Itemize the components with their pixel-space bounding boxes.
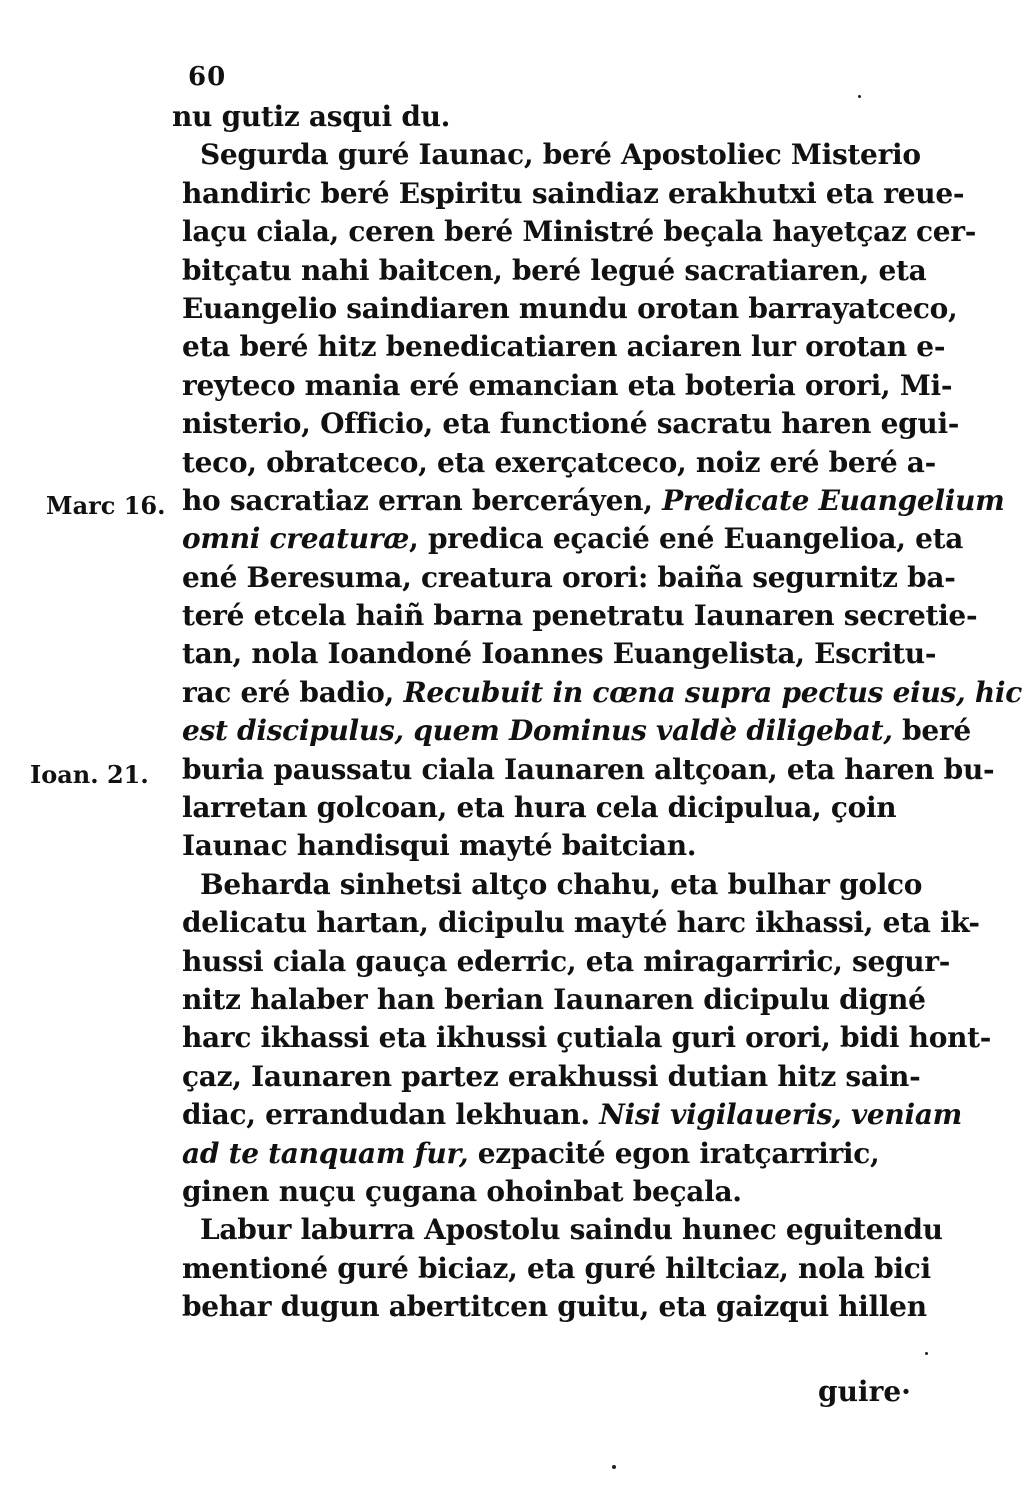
text-line: teré etcela haiñ barna penetratu Iaunaren secretie- <box>182 599 978 633</box>
latin-quote: Predicate Euangelium <box>662 483 1005 517</box>
latin-quote: Nisi vigilaueris, veniam <box>599 1098 962 1132</box>
text-line: hussi ciala gauça ederric, eta miragarriric, segur- <box>182 944 951 978</box>
text-line: omni creaturæ, predica eçacié ené Euangelioa, eta <box>182 522 964 556</box>
margin-note-ioan: Ioan. 21. <box>30 760 149 789</box>
text-line: laçu ciala, ceren beré Ministré beçala hayetçaz cer- <box>182 215 977 249</box>
text-line: delicatu hartan, dicipulu mayté harc ikhassi, eta ik- <box>182 906 980 940</box>
text-line: nitz halaber han berian Iaunaren dicipulu digné <box>182 982 926 1016</box>
text-line: çaz, Iaunaren partez erakhussi dutian hitz sain- <box>182 1059 921 1093</box>
page-number: 60 <box>188 62 227 92</box>
text-line: Segurda guré Iaunac, beré Apostoliec Misterio <box>200 138 921 172</box>
text-line: Iaunac handisqui mayté baitcian. <box>182 829 697 863</box>
text-line: Euangelio saindiaren mundu orotan barrayatceco, <box>182 291 958 325</box>
ink-speckle <box>612 1465 616 1469</box>
margin-note-marc: Marc 16. <box>46 491 166 520</box>
text-line: harc ikhassi eta ikhussi çutiala guri orori, bidi hont- <box>182 1021 992 1055</box>
text-line: mentioné guré biciaz, eta guré hiltciaz, nola bici <box>182 1251 931 1285</box>
ink-speckle <box>925 1352 928 1355</box>
text-line: ené Beresuma, creatura orori: baiña segurnitz ba- <box>182 560 956 594</box>
text-line: Labur laburra Apostolu saindu hunec eguitendu <box>200 1213 943 1247</box>
text-line: ginen nuçu çugana ohoinbat beçala. <box>182 1174 742 1208</box>
text-line: buria paussatu ciala Iaunaren altçoan, eta haren bu- <box>182 752 995 786</box>
latin-quote: est discipulus, quem Dominus valdè diligebat, <box>182 714 893 748</box>
ink-speckle <box>858 95 861 98</box>
body-text <box>172 98 1022 1327</box>
text-line: eta beré hitz benedicatiaren aciaren lur orotan e- <box>182 330 946 364</box>
text-line: behar dugun abertitcen guitu, eta gaizqui hillen <box>182 1290 927 1324</box>
text-line: ad te tanquam fur, ezpacité egon iratçarriric, <box>182 1136 880 1170</box>
latin-quote: ad te tanquam fur, <box>182 1136 469 1170</box>
text-line: nisterio, Officio, eta functioné sacratu haren egui- <box>182 407 960 441</box>
text-line: diac, errandudan lekhuan. Nisi vigilaueris, veniam <box>182 1098 962 1132</box>
text-line: est discipulus, quem Dominus valdè diligebat, beré <box>182 714 971 748</box>
text-line: reyteco mania eré emancian eta boteria orori, Mi- <box>182 368 953 402</box>
catchword: guire· <box>818 1375 911 1408</box>
text-line: rac eré badio, Recubuit in cœna supra pectus eius, hic <box>182 675 1022 709</box>
text-line: tan, nola Ioandoné Ioannes Euangelista, Escritu- <box>182 637 937 671</box>
latin-quote: Recubuit in cœna supra pectus eius, hic <box>403 675 1022 709</box>
latin-quote: omni creaturæ <box>182 522 410 556</box>
text-line: nu gutiz asqui du. <box>172 100 451 133</box>
text-line: handiric beré Espiritu saindiaz erakhutxi eta reue- <box>182 176 965 210</box>
text-line: bitçatu nahi baitcen, beré legué sacratiaren, eta <box>182 253 927 287</box>
text-line: teco, obratceco, eta exerçatceco, noiz eré beré a- <box>182 445 936 479</box>
text-line: larretan golcoan, eta hura cela dicipulua, çoin <box>182 791 897 825</box>
text-line: ho sacratiaz erran berceráyen, Predicate Euangelium <box>182 483 1005 517</box>
text-line: Beharda sinhetsi altço chahu, eta bulhar golco <box>200 867 923 901</box>
